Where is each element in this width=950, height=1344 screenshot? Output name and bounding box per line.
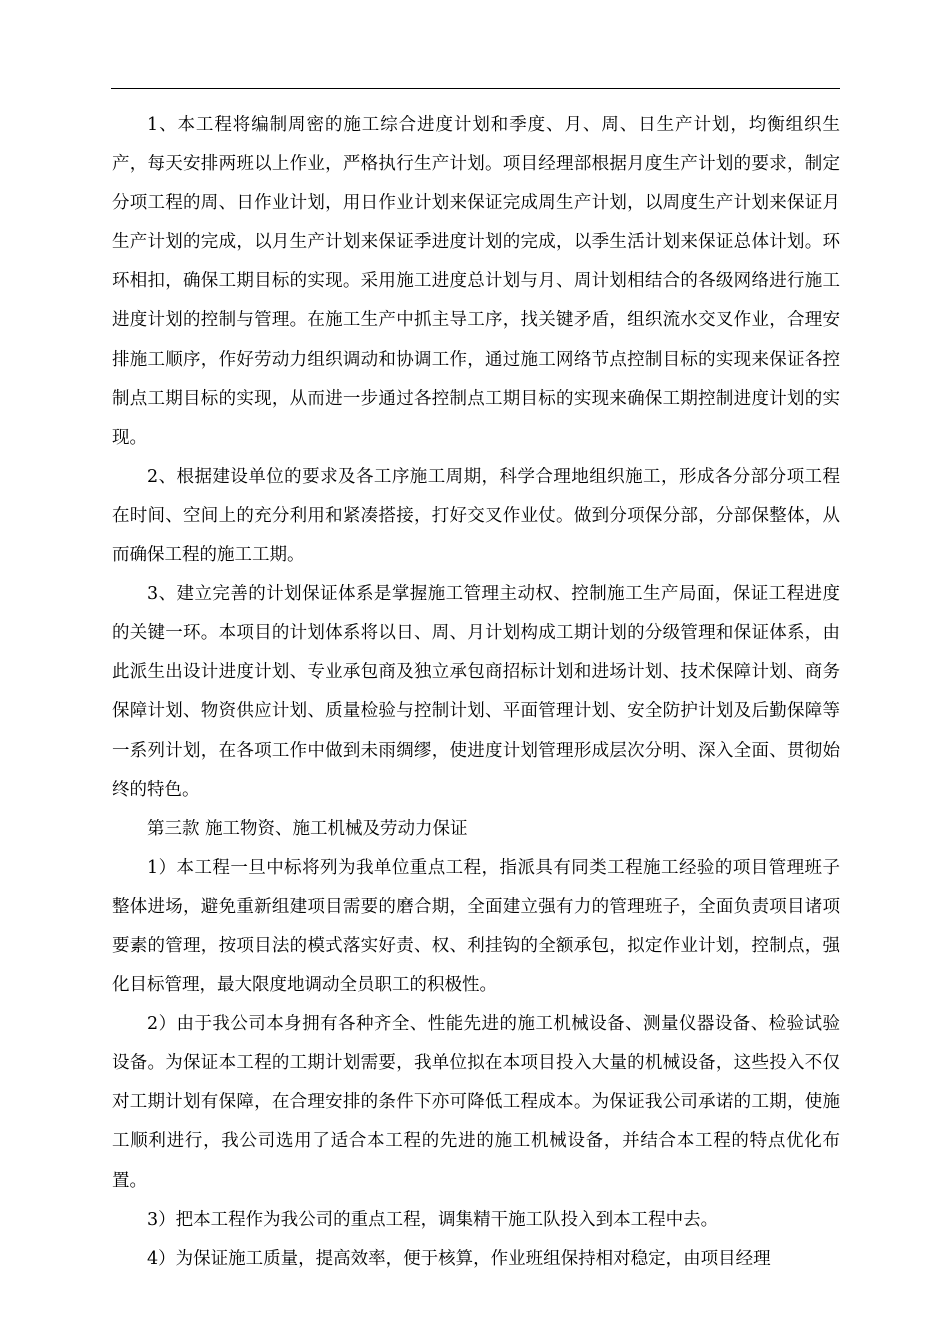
paragraph-plan-guarantee-system: 3、建立完善的计划保证体系是掌握施工管理主动权、控制施工生产局面，保证工程进度的关键一环。本项目的计划体系将以日、周、月计划构成工期计划的分级管理和保证体系，由此派生出设计进度计划、专业承包商及独立承包商招标计划和进场计划、技术保障计划、商务保障计划、物资供应计划、质量检验与控制计划、平面管理计划、安全防护计划及后勤保障等一系列计划，在各项工作中做到未雨绸缪，使进度计划管理形成层次分明、深入全面、贯彻始终的特色。 (112, 584, 840, 800)
paragraph-management-team: 1）本工程一旦中标将列为我单位重点工程，指派具有同类工程施工经验的项目管理班子整体进场，避免重新组建项目需要的磨合期，全面建立强有力的管理班子，全面负责项目诸项要素的管理，按项目法的模式落实好责、权、利挂钩的全额承包，拟定作业计划，控制点，强化目标管理，最大限度地调动全员职工的积极性。 (112, 857, 840, 996)
paragraph-key-project: 3）把本工程作为我公司的重点工程，调集精干施工队投入到本工程中去。 (147, 1209, 719, 1230)
paragraph-machinery: 2）由于我公司本身拥有各种齐全、性能先进的施工机械设备、测量仪器设备、检验试验设备。为保证本工程的工期计划需要，我单位拟在本项目投入大量的机械设备，这些投入不仅对工期计划有保障，在合理安排的条件下亦可降低工程成本。为保证我公司承诺的工期，使施工顺利进行，我公司选用了适合本工程的先进的施工机械设备，并结合本工程的特点优化布置。 (112, 1014, 840, 1191)
paragraph-work-teams: 4）为保证施工质量，提高效率，便于核算，作业班组保持相对稳定，由项目经理 (147, 1248, 771, 1269)
paragraph-progress-plan: 1、本工程将编制周密的施工综合进度计划和季度、月、周、日生产计划，均衡组织生产，每天安排两班以上作业，严格执行生产计划。项目经理部根据月度生产计划的要求，制定分项工程的周、日作业计划，用日作业计划来保证完成周生产计划，以周度生产计划来保证月生产计划的完成，以月生产计划来保证季进度计划的完成，以季生活计划来保证总体计划。环环相扣，确保工期目标的实现。采用施工进度总计划与月、周计划相结合的各级网络进行施工进度计划的控制与管理。在施工生产中抓主导工序，找关键矛盾，组织流水交叉作业，合理安排施工顺序，作好劳动力组织调动和协调工作，通过施工网络节点控制目标的实现来保证各控制点工期目标的实现，从而进一步通过各控制点工期目标的实现来确保工期控制进度计划的实现。 (112, 115, 840, 448)
header-rule (111, 88, 840, 89)
paragraph-construction-organization: 2、根据建设单位的要求及各工序施工周期，科学合理地组织施工，形成各分部分项工程在时间、空间上的充分利用和紧凑搭接，打好交叉作业仗。做到分项保分部，分部保整体，从而确保工程的施工工期。 (112, 466, 840, 566)
document-body (112, 106, 840, 1279)
section-heading: 第三款 施工物资、施工机械及劳动力保证 (147, 818, 468, 839)
